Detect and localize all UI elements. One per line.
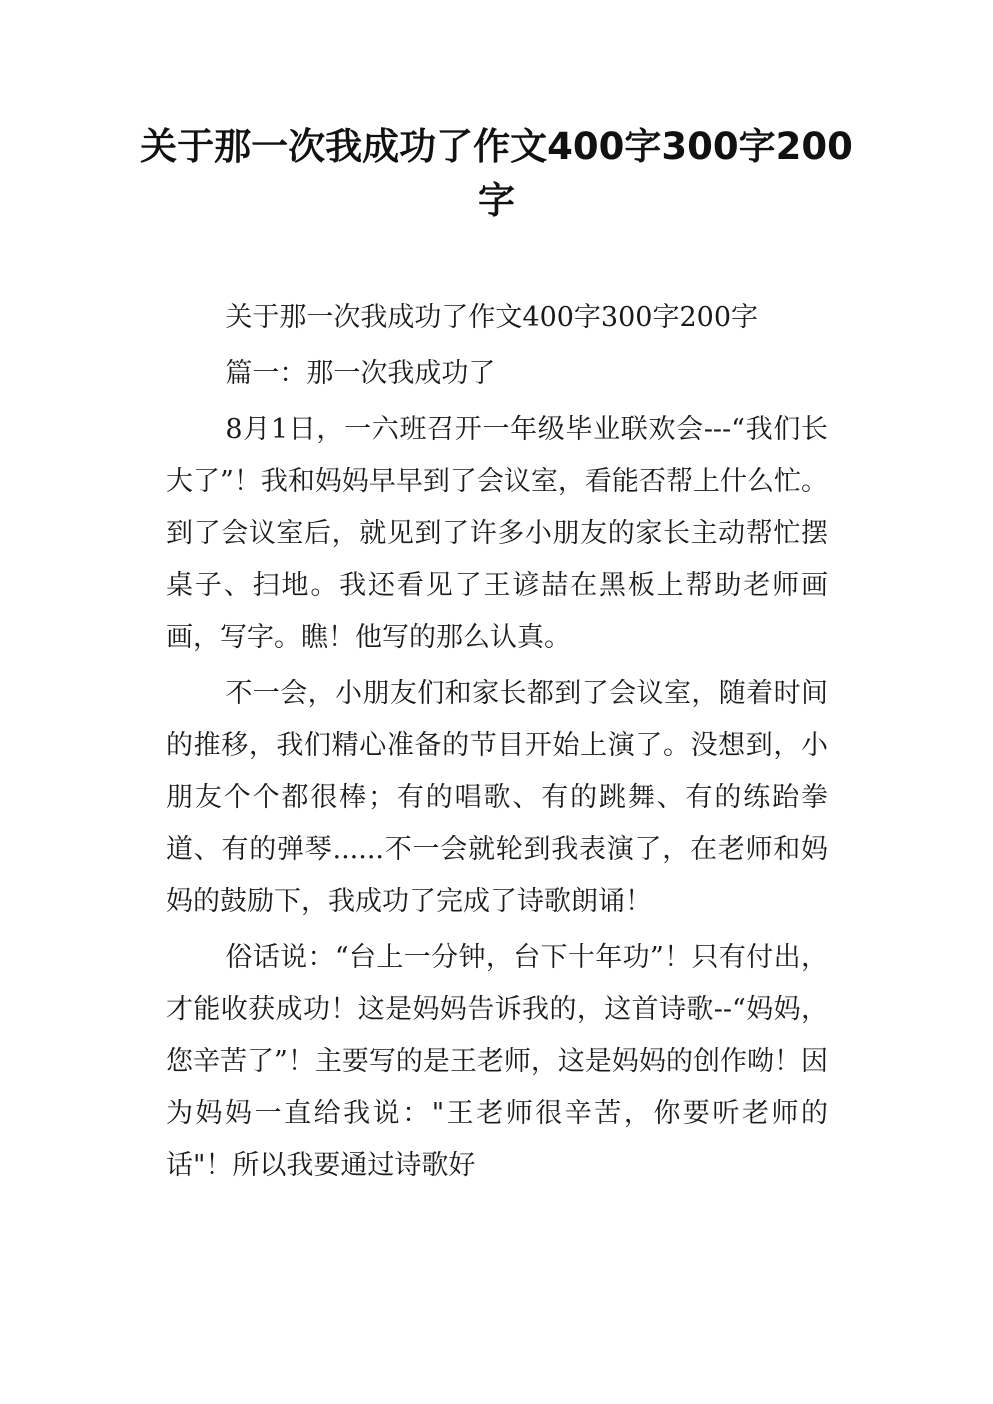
document-title: 关于那一次我成功了作文400字300字200字 (140, 125, 853, 222)
paragraph-3: 俗话说：“台上一分钟，台下十年功”！只有付出，才能收获成功！这是妈妈告诉我的，这首诗歌--“妈妈，您辛苦了”！主要写的是王老师，这是妈妈的创作呦！因为妈妈一直给我说："王老师很辛苦，你要听老师的话"！所以我要通过诗歌好 (166, 942, 828, 1181)
document-body (166, 292, 828, 1196)
paragraph-1: 8月1日，一六班召开一年级毕业联欢会---“我们长大了”！我和妈妈早早到了会议室，看能否帮上什么忙。到了会议室后，就见到了许多小朋友的家长主动帮忙摆桌子、扫地。我还看见了王谚喆在黑板上帮助老师画画，写字。瞧！他写的那么认真。 (166, 414, 828, 653)
section-heading: 篇一：那一次我成功了 (225, 358, 496, 389)
subtitle-line: 关于那一次我成功了作文400字300字200字 (225, 302, 758, 333)
paragraph-2: 不一会，小朋友们和家长都到了会议室，随着时间的推移，我们精心准备的节目开始上演了。没想到，小朋友个个都很棒；有的唱歌、有的跳舞、有的练跆拳道、有的弹琴......不一会就轮到我表演了，在老师和妈妈的鼓励下，我成功了完成了诗歌朗诵！ (166, 678, 828, 917)
